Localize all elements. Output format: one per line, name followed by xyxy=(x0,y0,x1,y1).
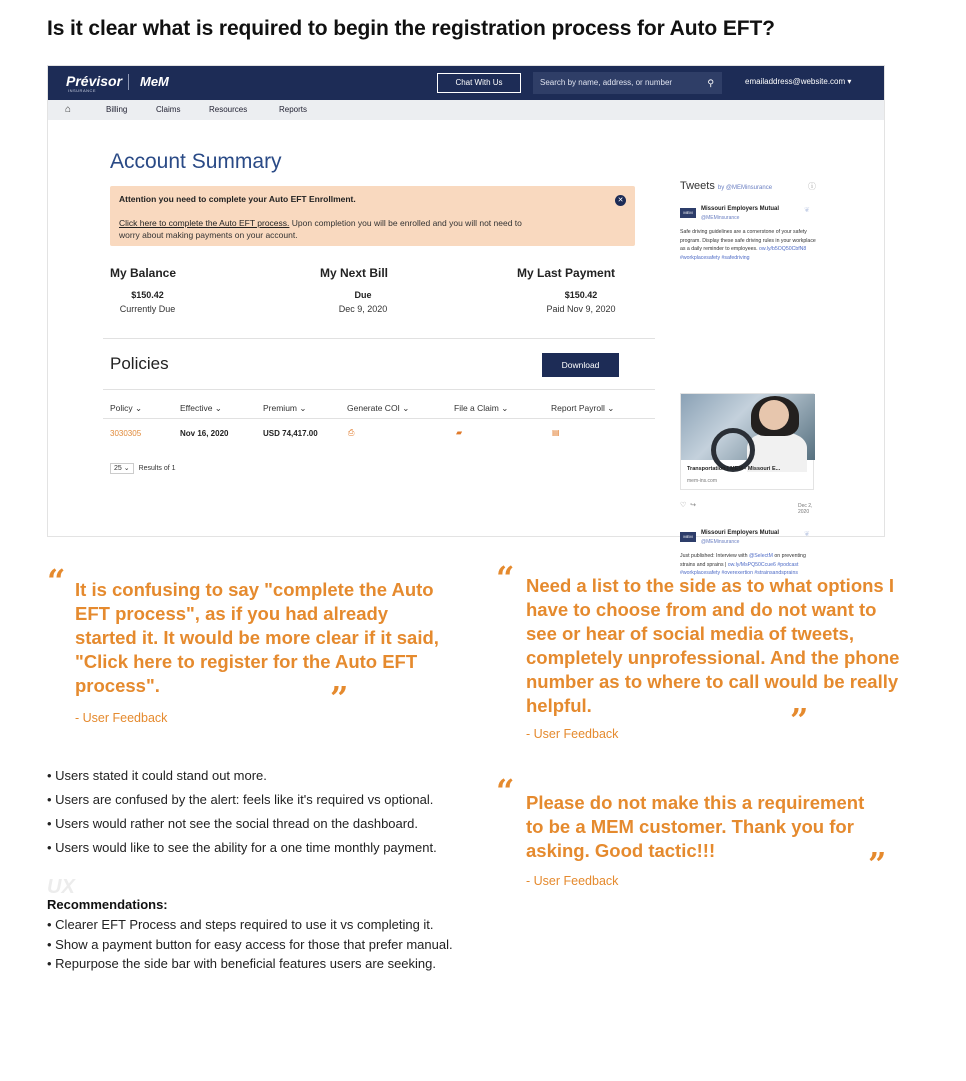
recommendation-item: • Show a payment button for easy access for those that prefer manual. xyxy=(47,936,453,952)
alert-body-text: Upon completion you will be enrolled and you will not need to worry about making payments on your account. xyxy=(119,218,522,240)
chat-button[interactable]: Chat With Us xyxy=(437,73,521,93)
folder-icon[interactable]: ▰ xyxy=(456,428,463,437)
premium-amount: USD 74,417.00 xyxy=(263,429,318,438)
col-report-payroll[interactable]: Report Payroll ⌄ xyxy=(551,403,615,413)
tweets-sidebar xyxy=(668,166,818,576)
eft-link[interactable]: Click here to complete the Auto EFT process. xyxy=(119,218,290,228)
feedback-source: - User Feedback xyxy=(526,874,619,888)
tweet-account-name[interactable]: Missouri Employers Mutual xyxy=(701,530,780,536)
nav-bar xyxy=(48,100,884,120)
feedback-source: - User Feedback xyxy=(75,711,168,725)
account-menu[interactable]: emailaddress@website.com ▾ xyxy=(745,77,852,86)
avatar[interactable]: MEM xyxy=(680,208,696,218)
open-quote-icon: “ xyxy=(47,562,66,600)
policies-title: Policies xyxy=(110,354,169,373)
balance-value: $150.42 xyxy=(131,290,164,300)
tweet-actions xyxy=(680,501,696,509)
tweet-text xyxy=(680,228,818,262)
finding-item: • Users are confused by the alert: feels like it's required vs optional. xyxy=(47,792,434,807)
quote-text: Please do not make this a requirement to be a MEM customer. Thank you for asking. Good tactic!!! xyxy=(526,792,865,861)
last-payment-value: $150.42 xyxy=(564,290,598,300)
home-icon[interactable]: ⌂ xyxy=(65,104,72,115)
tweet-date[interactable]: Dec 2, 2020 xyxy=(798,503,813,515)
account-summary-title: Account Summary xyxy=(110,150,282,173)
alert-title: Attention you need to complete your Auto EFT Enrollment. xyxy=(119,194,356,204)
col-generate-coi[interactable]: Generate COI ⌄ xyxy=(347,403,410,413)
next-bill-sub: Dec 9, 2020 xyxy=(338,304,388,314)
open-quote-icon: “ xyxy=(496,772,515,810)
balance-sub: Currently Due xyxy=(119,304,176,314)
pager xyxy=(110,464,176,472)
card-title: Transportation | MEM - Missouri E... xyxy=(687,466,781,472)
twitter-bird-icon[interactable]: ❦ xyxy=(804,531,810,538)
last-payment-label: My Last Payment xyxy=(517,266,616,280)
heart-icon[interactable]: ♡ xyxy=(680,502,687,509)
recommendation-item: • Clearer EFT Process and steps required to use it vs completing it. xyxy=(47,917,434,932)
open-quote-icon: “ xyxy=(496,559,515,597)
previsor-logo[interactable]: Prévisor xyxy=(66,73,123,89)
tweet-link[interactable]: ow.ly/b5OQ50CbfN8 #workplacesafety #safedriving xyxy=(680,246,807,261)
tweet-photo xyxy=(681,394,815,460)
logo-divider xyxy=(128,74,129,90)
tweets-title-text: Tweets xyxy=(680,180,715,192)
recommendations-list xyxy=(47,915,453,974)
tweets-title xyxy=(680,180,772,192)
eft-alert xyxy=(110,186,635,246)
photo-person-face xyxy=(759,400,789,430)
recommendation-item: • Repurpose the side bar with beneficial features users are seeking. xyxy=(47,956,436,971)
page-size-select[interactable]: 25 ⌄ xyxy=(110,463,134,474)
finding-item: • Users would rather not see the social thread on the dashboard. xyxy=(47,816,418,831)
last-payment-sub: Paid Nov 9, 2020 xyxy=(546,304,616,314)
next-bill-label: My Next Bill xyxy=(320,266,389,280)
share-icon[interactable]: ↪ xyxy=(690,502,697,509)
divider xyxy=(103,418,655,419)
tweet-body: Safe driving guidelines are a cornerstone of your safety program. Display these safe driving rules in your workplace as a daily reminder to employees. xyxy=(680,229,816,252)
avatar[interactable]: MEM xyxy=(680,532,696,542)
feedback-source: - User Feedback xyxy=(526,727,619,741)
tweet-handle[interactable]: @MEMinsurance xyxy=(701,215,740,221)
divider xyxy=(103,389,655,390)
quote-text: It is confusing to say "complete the Auto EFT process", as if you had already started it. It would be more clear if it said, "Click here to register for the Auto EFT process". xyxy=(75,579,439,696)
nav-resources[interactable]: Resources xyxy=(209,105,248,114)
top-bar xyxy=(48,66,884,100)
col-premium[interactable]: Premium ⌄ xyxy=(263,403,307,413)
search-input[interactable] xyxy=(533,72,722,94)
col-policy[interactable]: Policy ⌄ xyxy=(110,403,143,413)
findings-list xyxy=(47,764,437,860)
card-url: mem-ins.com xyxy=(687,478,718,484)
policy-number-link[interactable]: 3030305 xyxy=(110,429,142,438)
tweet-body: Just published: Interview with xyxy=(680,553,748,559)
close-icon[interactable]: ✕ xyxy=(615,195,626,206)
balance-label: My Balance xyxy=(110,266,177,280)
col-effective[interactable]: Effective ⌄ xyxy=(180,403,222,413)
divider xyxy=(103,338,655,339)
close-quote-icon: ” xyxy=(868,845,887,883)
close-quote-icon: ” xyxy=(790,701,809,739)
info-icon[interactable]: ⓘ xyxy=(808,182,816,191)
finding-item: • Users stated it could stand out more. xyxy=(47,768,267,783)
nav-claims[interactable]: Claims xyxy=(156,105,181,114)
nav-reports[interactable]: Reports xyxy=(279,105,308,114)
tweet-body-rest: on preventing strains and sprains | xyxy=(680,553,806,568)
search-icon[interactable]: ⚲ xyxy=(707,78,714,88)
nav-billing[interactable]: Billing xyxy=(106,105,128,114)
col-file-claim[interactable]: File a Claim ⌄ xyxy=(454,403,509,413)
quote-text: Need a list to the side as to what options I have to choose from and do not want to see or hear of social media of tweets, completely unprofessional. And the phone number as to where to call would be really helpful. xyxy=(526,575,900,716)
search-placeholder: Search by name, address, or number xyxy=(540,78,673,87)
close-quote-icon: ” xyxy=(330,679,349,717)
effective-date: Nov 16, 2020 xyxy=(180,429,229,438)
download-button[interactable]: Download xyxy=(542,353,619,377)
document-icon[interactable]: ▤ xyxy=(552,428,560,437)
next-bill-value: Due xyxy=(354,290,372,300)
dashboard-screenshot xyxy=(47,65,885,576)
recommendations-title: Recommendations: xyxy=(47,897,168,912)
ux-watermark: UX xyxy=(47,876,75,898)
tweet-account-name[interactable]: Missouri Employers Mutual xyxy=(701,206,780,212)
tweet-handle[interactable]: @MEMinsurance xyxy=(701,539,740,545)
finding-item: • Users would like to see the ability for a one time monthly payment. xyxy=(47,840,437,855)
tweet-mention[interactable]: @SelectM xyxy=(748,553,773,559)
alert-body xyxy=(119,217,539,241)
logo-subtitle: INSURANCE xyxy=(68,88,97,93)
print-icon[interactable]: ⎙ xyxy=(348,428,355,437)
tweet-card[interactable] xyxy=(680,393,814,490)
twitter-bird-icon[interactable]: ❦ xyxy=(804,207,810,214)
results-count: Results of 1 xyxy=(138,465,176,472)
page-heading: Is it clear what is required to begin the registration process for Auto EFT? xyxy=(47,17,775,40)
tweets-by[interactable]: by @MEMinsurance xyxy=(717,185,773,191)
mem-logo[interactable]: MeM xyxy=(140,74,169,89)
tweet-link[interactable]: ow.ly/MsPQ50Ccue6 #podcast #workplacesafety #overexertion #strainsandsprains xyxy=(680,561,799,576)
